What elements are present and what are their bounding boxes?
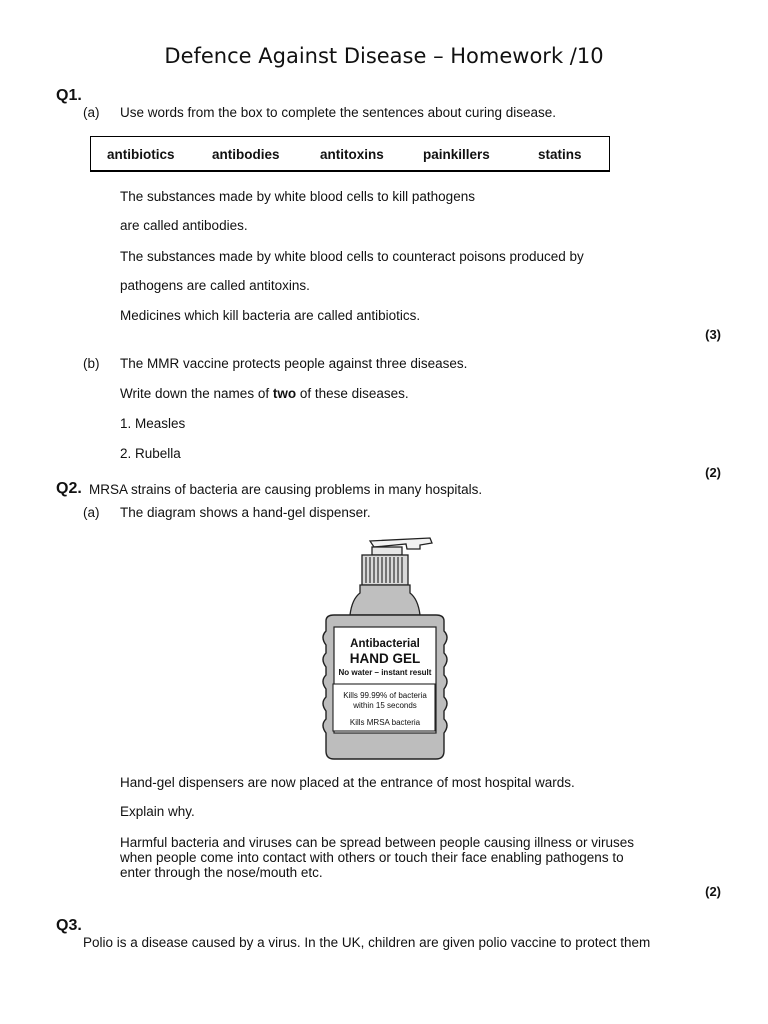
- word-box-item: painkillers: [423, 147, 490, 162]
- q2a-label: (a): [83, 505, 100, 520]
- q2a-answer-line: when people come into contact with others or touch their face enabling pathogens to: [120, 850, 624, 865]
- word-box: [90, 136, 610, 172]
- q2a-statement: Hand-gel dispensers are now placed at the entrance of most hospital wards.: [120, 775, 575, 790]
- gel-label-line: Antibacterial: [350, 638, 420, 650]
- word-box-item: antibiotics: [107, 147, 175, 162]
- word-box-item: antitoxins: [320, 147, 384, 162]
- q3-intro: Polio is a disease caused by a virus. In the UK, children are given polio vaccine to protect them: [83, 935, 651, 950]
- q1b-label: (b): [83, 356, 100, 371]
- q1a-sentence-line: The substances made by white blood cells to counteract poisons produced by: [120, 249, 584, 264]
- bottle-neck: [350, 585, 420, 615]
- q1a-sentence-line: Medicines which kill bacteria are called antibiotics.: [120, 308, 421, 323]
- q1b-marks: (2): [705, 465, 721, 480]
- q1b-answer: 1. Measles: [120, 416, 186, 431]
- q1a-sentence-line: are called antibodies.: [120, 218, 248, 233]
- hand-gel-dispenser-illustration: [312, 533, 457, 763]
- q1b-prompt: The MMR vaccine protects people against three diseases.: [120, 356, 468, 371]
- pump-stem: [372, 547, 402, 555]
- q1b-instruction-bold: two: [272, 386, 297, 401]
- q2a-answer-line: Harmful bacteria and viruses can be spread between people causing illness or viruses: [120, 835, 635, 850]
- q1a-sentence-line: The substances made by white blood cells to kill pathogens: [120, 189, 475, 204]
- question-1-number: Q1.: [56, 87, 82, 104]
- q1b-instruction: [120, 386, 409, 401]
- question-2-number: Q2.: [56, 480, 82, 497]
- question-3-number: Q3.: [56, 917, 82, 934]
- q2a-prompt: The diagram shows a hand-gel dispenser.: [120, 505, 371, 520]
- gel-label-line: Kills 99.99% of bacteria: [343, 691, 427, 700]
- q1b-instruction-end: of these diseases.: [296, 386, 409, 401]
- q2a-answer-line: enter through the nose/mouth etc.: [120, 865, 323, 880]
- q1a-marks: (3): [705, 327, 721, 342]
- q1a-label: (a): [83, 105, 100, 120]
- page-title: Defence Against Disease – Homework /10: [164, 44, 604, 68]
- gel-label-line: within 15 seconds: [353, 701, 417, 710]
- gel-label-line: Kills MRSA bacteria: [349, 718, 421, 727]
- gel-label-line: HAND GEL: [349, 651, 421, 666]
- q1a-sentence-line: pathogens are called antitoxins.: [120, 278, 310, 293]
- pump-collar: [362, 555, 408, 585]
- q1b-instruction-start: Write down the names of: [120, 386, 273, 401]
- q1b-answer: 2. Rubella: [120, 446, 181, 461]
- gel-label-line: No water – instant result: [338, 668, 432, 677]
- q2a-marks: (2): [705, 884, 721, 899]
- q2a-question: Explain why.: [120, 804, 195, 819]
- q1a-prompt: Use words from the box to complete the sentences about curing disease.: [120, 105, 556, 120]
- q2-intro: MRSA strains of bacteria are causing problems in many hospitals.: [89, 482, 483, 497]
- word-box-item: antibodies: [212, 147, 280, 162]
- word-box-item: statins: [538, 147, 582, 162]
